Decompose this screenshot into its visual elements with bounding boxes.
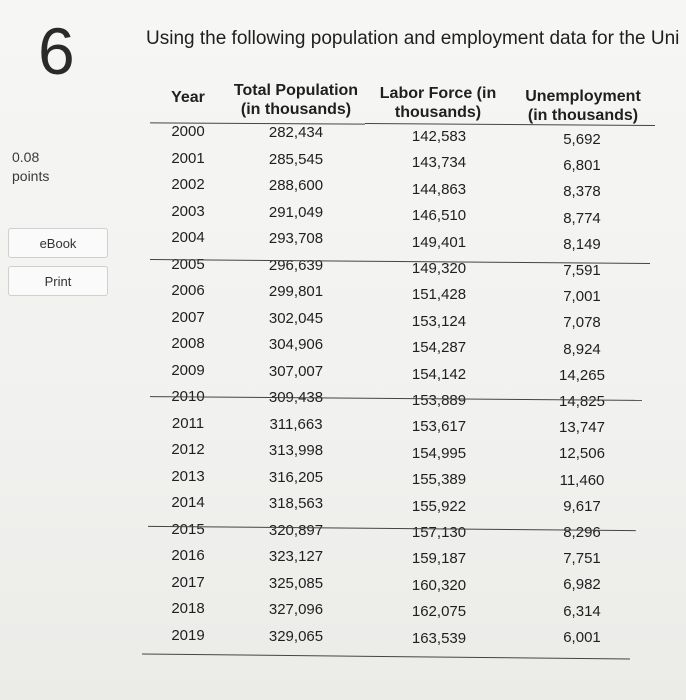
unemployment-cell: 7,001 bbox=[563, 288, 601, 306]
population-cell: 291,049 bbox=[268, 203, 324, 221]
unemployment-cell: 5,692 bbox=[563, 131, 601, 148]
population-cell: 327,096 bbox=[268, 601, 324, 618]
population-cell: 323,127 bbox=[268, 548, 324, 565]
year-cell: 2017 bbox=[171, 573, 205, 591]
labor-force-cell: 160,320 bbox=[411, 576, 467, 594]
header-unemployment-line2: (in thousands) bbox=[527, 107, 639, 124]
unemployment-cell: 6,982 bbox=[563, 576, 601, 594]
year-cell: 2003 bbox=[171, 202, 205, 220]
population-cell: 293,708 bbox=[268, 230, 324, 247]
population-cell: 299,801 bbox=[268, 283, 324, 300]
labor-force-cell: 162,075 bbox=[411, 603, 467, 621]
year-cell: 2008 bbox=[171, 335, 205, 352]
year-cell: 2015 bbox=[171, 520, 205, 538]
unemployment-cell: 11,460 bbox=[559, 471, 605, 489]
population-cell: 282,434 bbox=[268, 124, 324, 141]
unemployment-cell: 7,591 bbox=[563, 262, 601, 279]
population-cell: 316,205 bbox=[268, 468, 324, 486]
labor-force-cell: 153,889 bbox=[411, 392, 467, 409]
unemployment-cell: 12,506 bbox=[559, 445, 605, 463]
population-cell: 288,600 bbox=[268, 177, 324, 194]
unemployment-cell: 13,747 bbox=[559, 419, 605, 437]
year-cell: 2018 bbox=[171, 600, 205, 617]
population-cell: 318,563 bbox=[268, 495, 324, 512]
points-label: points bbox=[12, 168, 50, 184]
unemployment-cell: 14,265 bbox=[559, 366, 605, 384]
unemployment-cell: 8,149 bbox=[563, 235, 601, 253]
unemployment-cell: 8,296 bbox=[563, 524, 601, 541]
population-cell: 313,998 bbox=[268, 442, 324, 459]
unemployment-cell: 8,924 bbox=[563, 340, 601, 358]
year-cell: 2012 bbox=[171, 441, 205, 458]
population-cell: 320,897 bbox=[268, 521, 324, 539]
labor-force-cell: 155,389 bbox=[411, 471, 467, 489]
labor-force-cell: 149,401 bbox=[411, 233, 467, 251]
labor-force-cell: 149,320 bbox=[411, 260, 467, 277]
labor-force-cell: 154,142 bbox=[411, 365, 467, 383]
year-cell: 2016 bbox=[171, 547, 205, 564]
labor-force-cell: 143,734 bbox=[411, 154, 467, 172]
table-bottom-rule bbox=[142, 653, 630, 659]
labor-force-cell: 153,617 bbox=[411, 418, 467, 436]
year-cell: 2013 bbox=[171, 467, 205, 485]
unemployment-cell: 6,314 bbox=[563, 602, 601, 620]
year-cell: 2005 bbox=[171, 255, 205, 273]
labor-force-cell: 153,124 bbox=[411, 312, 467, 330]
labor-force-cell: 144,863 bbox=[411, 180, 467, 198]
header-population-line2: (in thousands) bbox=[240, 101, 352, 118]
labor-force-cell: 163,539 bbox=[411, 629, 467, 647]
population-cell: 304,906 bbox=[268, 336, 324, 353]
unemployment-cell: 14,825 bbox=[559, 393, 605, 410]
labor-force-cell: 142,583 bbox=[411, 128, 467, 145]
population-cell: 309,438 bbox=[268, 389, 324, 406]
print-button[interactable]: Print bbox=[8, 266, 108, 296]
header-year: Year bbox=[171, 89, 205, 106]
labor-force-cell: 154,287 bbox=[411, 339, 467, 357]
labor-force-cell: 151,428 bbox=[411, 286, 467, 304]
population-cell: 329,065 bbox=[268, 627, 324, 645]
population-cell: 325,085 bbox=[268, 574, 324, 592]
unemployment-cell: 7,751 bbox=[563, 550, 601, 568]
year-cell: 2006 bbox=[171, 282, 205, 299]
header-labor-force bbox=[372, 84, 504, 122]
unemployment-cell: 6,801 bbox=[563, 157, 601, 175]
population-cell: 302,045 bbox=[268, 309, 324, 327]
population-cell: 311,663 bbox=[269, 415, 323, 433]
year-cell: 2011 bbox=[171, 414, 205, 432]
labor-force-cell: 154,995 bbox=[411, 444, 467, 462]
labor-force-cell: 159,187 bbox=[411, 550, 467, 568]
year-cell: 2014 bbox=[171, 494, 205, 511]
year-cell: 2007 bbox=[171, 308, 205, 326]
unemployment-cell: 6,001 bbox=[563, 628, 601, 646]
unemployment-cell: 8,378 bbox=[563, 183, 601, 201]
header-population bbox=[226, 81, 366, 119]
population-cell: 307,007 bbox=[268, 362, 324, 380]
unemployment-cell: 9,617 bbox=[563, 497, 601, 515]
year-cell: 2010 bbox=[171, 388, 205, 405]
labor-force-cell: 157,130 bbox=[411, 524, 467, 541]
header-population-line1: Total Population bbox=[233, 82, 359, 99]
points-value: 0.08 bbox=[12, 149, 40, 165]
year-cell: 2001 bbox=[171, 149, 205, 167]
year-cell: 2009 bbox=[171, 361, 205, 379]
labor-force-cell: 146,510 bbox=[411, 207, 467, 225]
header-labor-line1: Labor Force (in bbox=[379, 85, 497, 102]
ebook-button[interactable]: eBook bbox=[8, 228, 108, 258]
question-number: 6 bbox=[38, 14, 75, 88]
unemployment-cell: 7,078 bbox=[563, 314, 601, 332]
population-cell: 285,545 bbox=[268, 150, 324, 168]
population-cell: 296,639 bbox=[268, 256, 324, 274]
header-labor-line2: thousands) bbox=[394, 104, 482, 121]
labor-force-cell: 155,922 bbox=[411, 497, 467, 515]
header-unemployment-line1: Unemployment bbox=[525, 88, 641, 105]
header-unemployment bbox=[516, 87, 650, 125]
year-cell: 2004 bbox=[171, 229, 205, 246]
year-cell: 2002 bbox=[171, 176, 205, 193]
unemployment-cell: 8,774 bbox=[563, 209, 601, 227]
question-prompt: Using the following population and employment data for the Uni bbox=[146, 28, 680, 49]
year-cell: 2019 bbox=[171, 626, 205, 644]
year-cell: 2000 bbox=[171, 123, 205, 140]
points-info bbox=[12, 148, 49, 186]
